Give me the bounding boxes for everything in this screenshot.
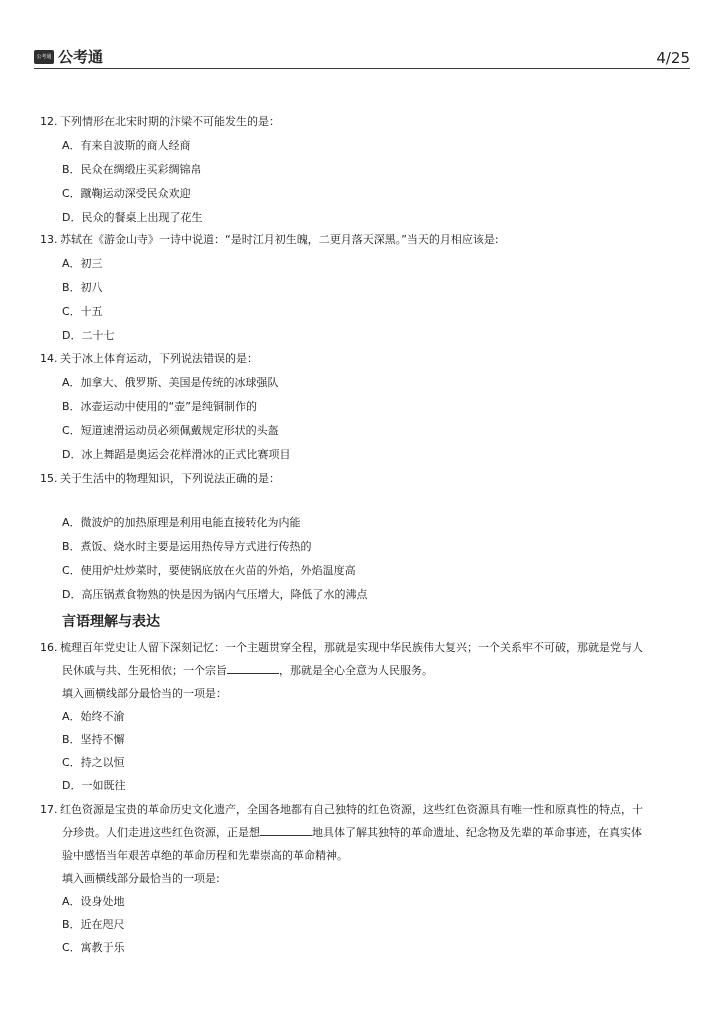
- option-c: C．持之以恒: [62, 756, 125, 769]
- option-b: B．坚持不懈: [62, 733, 125, 746]
- option-b: B．民众在绸缎庄买彩绸锦帛: [62, 163, 202, 176]
- question-text: 梳理百年党史让人留下深刻记忆：一个主题贯穿全程，那就是实现中华民族伟大复兴；一个关系牢不可破，那就是党与人: [60, 641, 643, 654]
- option-c: C．短道速滑运动员必须佩戴规定形状的头盔: [62, 424, 279, 437]
- question-number: 16.: [40, 641, 58, 654]
- document-body: [40, 114, 690, 956]
- question-text: 地具体了解其独特的革命遗址、纪念物及先辈的革命事迹，在真实体: [312, 826, 642, 839]
- question-13: [40, 232, 690, 344]
- logo-text: 公考通: [58, 48, 104, 66]
- question-17: [40, 802, 690, 956]
- option-a: A．初三: [62, 257, 103, 270]
- option-d: D．二十七: [62, 329, 115, 342]
- option-d: D．一如既往: [62, 779, 126, 792]
- question-15: [40, 471, 690, 603]
- question-stem: [40, 471, 690, 487]
- question-number: 13.: [40, 233, 58, 246]
- option-d: D．高压锅煮食物熟的快是因为锅内气压增大，降低了水的沸点: [62, 588, 368, 601]
- question-16: [40, 640, 690, 794]
- option-a: A．始终不渝: [62, 710, 125, 723]
- question-text: 红色资源是宝贵的革命历史文化遗产，全国各地都有自己独特的红色资源，这些红色资源具有唯一性和原真性的特点，十: [60, 803, 643, 816]
- question-stem-line-3: 验中感悟当年艰苦卓绝的革命历程和先辈崇高的革命精神。: [62, 849, 348, 862]
- option-c: C．寓教于乐: [62, 941, 125, 954]
- question-stem-line-1: [40, 802, 690, 818]
- question-stem: [40, 232, 690, 248]
- option-c: C．使用炉灶炒菜时，要使锅底放在火苗的外焰，外焰温度高: [62, 564, 356, 577]
- logo-badge-icon: 公考通: [34, 50, 54, 64]
- option-a: A．设身处地: [62, 895, 125, 908]
- question-text: 下列情形在北宋时期的汴梁不可能发生的是：: [60, 115, 280, 128]
- question-number: 17.: [40, 803, 58, 816]
- question-number: 12.: [40, 115, 58, 128]
- question-number: 14.: [40, 352, 58, 365]
- question-text: 苏轼在《游金山寺》一诗中说道：“是时江月初生魄，二更月落天深黑。”当天的月相应该是:: [60, 233, 499, 246]
- question-text: 关于冰上体育运动，下列说法错误的是：: [60, 352, 258, 365]
- option-a: A．微波炉的加热原理是利用电能直接转化为内能: [62, 516, 301, 529]
- option-a: A．有来自波斯的商人经商: [62, 139, 191, 152]
- question-12: [40, 114, 690, 226]
- option-b: B．冰壶运动中使用的“壶”是纯铜制作的: [62, 400, 257, 413]
- option-d: D．冰上舞蹈是奥运会花样滑冰的正式比赛项目: [62, 448, 291, 461]
- question-stem: [40, 351, 690, 367]
- question-text: 分珍贵。人们走进这些红色资源，正是想: [62, 826, 260, 839]
- fill-blank: [227, 663, 279, 674]
- option-d: D．民众的餐桌上出现了花生: [62, 211, 203, 224]
- question-number: 15.: [40, 472, 58, 485]
- question-prompt: 填入画横线部分最恰当的一项是：: [62, 687, 227, 700]
- question-stem-line-1: [40, 640, 690, 656]
- question-stem: [40, 114, 690, 130]
- question-text: ，那就是全心全意为人民服务。: [279, 664, 433, 677]
- fill-blank: [260, 825, 312, 836]
- option-b: B．初八: [62, 281, 103, 294]
- question-prompt: 填入画横线部分最恰当的一项是:: [62, 872, 220, 885]
- page-header: [34, 44, 690, 69]
- option-c: C．蹴鞠运动深受民众欢迎: [62, 187, 191, 200]
- question-text: 民休戚与共、生死相依；一个宗旨: [62, 664, 227, 677]
- option-c: C．十五: [62, 305, 103, 318]
- question-14: [40, 351, 690, 463]
- question-stem-line-2: [40, 663, 690, 679]
- page-number: 4/25: [656, 49, 690, 67]
- option-a: A．加拿大、俄罗斯、美国是传统的冰球强队: [62, 376, 279, 389]
- option-b: B．近在咫尺: [62, 918, 125, 931]
- logo: [34, 46, 103, 67]
- question-text: 关于生活中的物理知识，下列说法正确的是：: [60, 472, 280, 485]
- question-stem-line-2: [40, 825, 690, 841]
- section-title: 言语理解与表达: [62, 614, 160, 630]
- option-b: B．煮饭、烧水时主要是运用热传导方式进行传热的: [62, 540, 312, 553]
